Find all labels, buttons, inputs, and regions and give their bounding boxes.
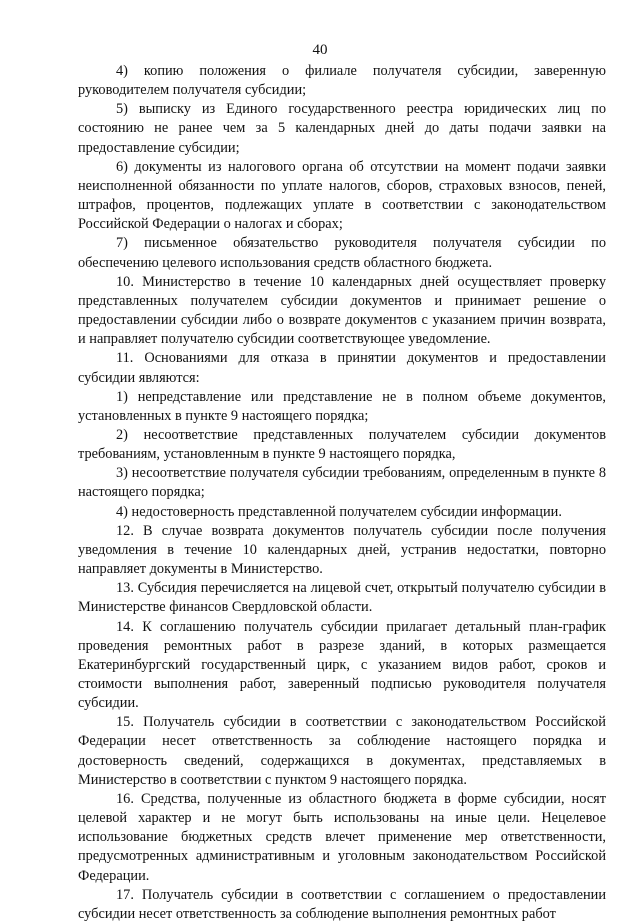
paragraph-clause-14: 14. К соглашению получатель субсидии прилагает детальный план-график проведения ремонтных работ в разрезе зданий, в которых размещается Екатеринбургский государственный цирк, с указанием видов работ, сроков и стоимости выполнения работ, заверенный подписью руководителя получателя субсидии. (78, 618, 606, 712)
paragraph-clause-17: 17. Получатель субсидии в соответствии с соглашением о предоставлении субсидии несет ответственность за соблюдение выполнения ремонтных работ (78, 886, 606, 922)
paragraph-clause-15: 15. Получатель субсидии в соответствии с законодательством Российской Федерации несет ответственность за соблюдение настоящего порядка и достоверность сведений, содержащихся в документах, представляемых в Министерство в соответствии с пунктом 9 настоящего порядка. (78, 714, 606, 788)
paragraph-clause-13: 13. Субсидия перечисляется на лицевой счет, открытый получателю субсидии в Министерстве финансов Свердловской области. (78, 580, 606, 616)
paragraph-reason-2: 2) несоответствие представленных получателем субсидии документов требованиям, установленным в пункте 9 настоящего порядка, (78, 426, 606, 463)
paragraph-reason-3: 3) несоответствие получателя субсидии требованиям, определенным в пункте 8 настоящего порядка; (78, 465, 606, 501)
paragraph-reason-1: 1) непредставление или представление не в полном объеме документов, установленных в пункте 9 настоящего порядка; (78, 388, 606, 424)
paragraph-item-4: 4) копию положения о филиале получателя субсидии, заверенную руководителем получателя субсидии; (78, 63, 606, 99)
paragraph-clause-12: 12. В случае возврата документов получатель субсидии после получения уведомления в течение 10 календарных дней, устранив недостатки, повторно направляет документы в Министерство. (78, 522, 606, 578)
paragraph-clause-16: 16. Средства, полученные из областного бюджета в форме субсидии, носят целевой характер и не могут быть использованы на иные цели. Нецелевое использование бюджетных средств влечет применение мер ответственности, предусмотренных административным и уголовным законодательством Российской Федерации. (78, 790, 606, 884)
paragraph-reason-4: 4) недостоверность представленной получателем субсидии информации. (116, 503, 562, 520)
paragraph-clause-11: 11. Основаниями для отказа в принятии документов и предоставлении субсидии являются: (78, 350, 606, 386)
paragraph-item-6: 6) документы из налогового органа об отсутствии на момент подачи заявки неисполненной обязанности по уплате налогов, сборов, страховых взносов, пеней, штрафов, процентов, подлежащих уплате в соответствии с законодательством Российской Федерации о налогах и сборах; (78, 158, 606, 233)
paragraph-item-5: 5) выписку из Единого государственного реестра юридических лиц по состоянию не ранее чем за 5 календарных дней до даты подачи заявки на предоставление субсидии; (78, 101, 606, 156)
document-body (78, 62, 606, 924)
page-number: 40 (312, 42, 328, 58)
paragraph-clause-10: 10. Министерство в течение 10 календарных дней осуществляет проверку представленных получателем субсидии документов и принимает решение о предоставлении субсидии либо о возврате документов с указанием причин возврата, и направляет получателю субсидии соответствующее уведомление. (78, 273, 606, 348)
paragraph-item-7: 7) письменное обязательство руководителя получателя субсидии по обеспечению целевого использования средств областного бюджета. (78, 235, 606, 271)
